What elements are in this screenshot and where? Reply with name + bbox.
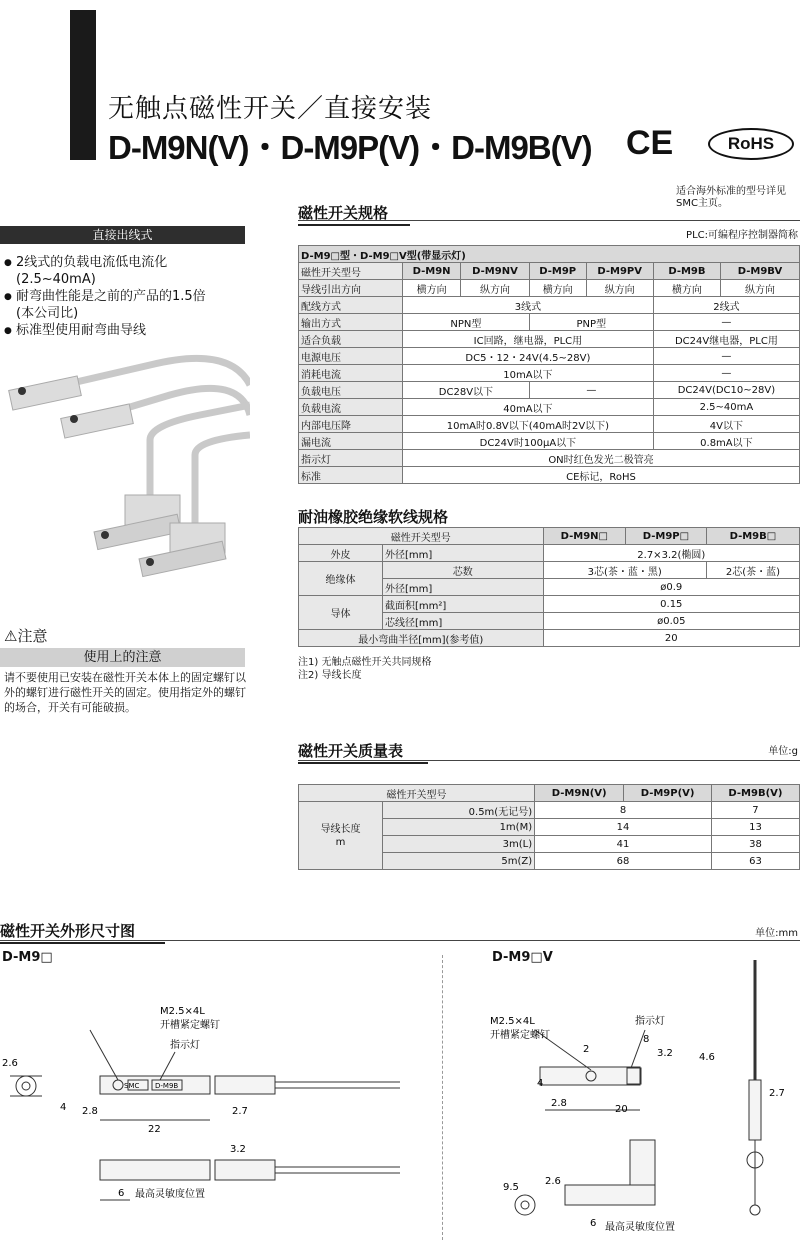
cell: — [653, 348, 799, 365]
mass-table [298, 784, 800, 870]
caution-bar: 使用上的注意 [0, 648, 245, 667]
model-title: D-M9N(V)・D-M9P(V)・D-M9B(V) [108, 129, 592, 166]
cell: DC28V以下 [403, 382, 530, 399]
row-label: 外径[mm] [383, 579, 544, 596]
cell: 横方向 [403, 280, 461, 297]
body-label: D-M9B [155, 1082, 179, 1090]
dimension-drawing-horizontal [0, 990, 440, 1240]
dim-label: 6 [590, 1218, 597, 1229]
row-label: 磁性开关型号 [299, 263, 403, 280]
note: 注2) 导线长度 [298, 670, 362, 681]
body-label: SMC [124, 1082, 140, 1090]
dim-label: 4 [60, 1102, 67, 1113]
cell: 纵方向 [461, 280, 530, 297]
cell: ø0.05 [543, 613, 799, 630]
row-label: 内部电压降 [299, 416, 403, 433]
product-photo [0, 345, 250, 605]
cell: DC5・12・24V(4.5~28V) [403, 348, 654, 365]
dim-label: 20 [615, 1104, 628, 1115]
cell: 7 [711, 802, 799, 819]
cell: IC回路，继电器，PLC用 [403, 331, 654, 348]
caution-text: 请不要使用已安装在磁性开关本体上的固定螺钉以外的螺钉进行磁性开关的固定。使用指定外的螺钉的场合，开关有可能破损。 [4, 671, 246, 714]
dims-unit: 单位:mm [755, 928, 798, 939]
cell: — [653, 365, 799, 382]
cable-table [298, 527, 800, 647]
model-col: D-M9N [403, 263, 461, 280]
cell: 0.15 [543, 596, 799, 613]
cell: DC24V时100μA以下 [403, 433, 654, 450]
row-label: 1m(M) [383, 819, 535, 836]
row-label: 磁性开关型号 [299, 528, 544, 545]
row-label: 芯数 [383, 562, 544, 579]
feature-item: ● 2线式的负载电流低电流化 (2.5~40mA) [4, 254, 206, 288]
dim-label: 2 [583, 1044, 590, 1055]
screw-label: M2.5×4L [160, 1006, 205, 1017]
cell: 横方向 [653, 280, 720, 297]
row-label: 导线引出方向 [299, 280, 403, 297]
row-label: 外径[mm] [383, 545, 544, 562]
model-col: D-M9B [653, 263, 720, 280]
dim-label: 4 [537, 1078, 544, 1089]
cell: NPN型 [403, 314, 530, 331]
left-model-label: D-M9□ [2, 950, 53, 965]
divider [442, 955, 443, 1240]
cable-notes [298, 656, 431, 682]
sens-label: 最高灵敏度位置 [135, 1189, 205, 1200]
model-col: D-M9P(V) [624, 785, 712, 802]
rohs-badge: RoHS [708, 128, 794, 160]
screw-desc: 开槽紧定螺钉 [160, 1020, 220, 1031]
row-label: 最小弯曲半径[mm](参考值) [299, 630, 544, 647]
spec-group: D-M9□型・D-M9□V型(带显示灯) [299, 246, 800, 263]
model-col: D-M9NV [461, 263, 530, 280]
cell: 3芯(茶・蓝・黑) [543, 562, 706, 579]
row-label: 导线长度 m [299, 802, 383, 870]
model-col: D-M9P□ [626, 528, 707, 545]
cell: 2.7×3.2(椭圆) [543, 545, 799, 562]
row-label: 配线方式 [299, 297, 403, 314]
sens-label: 最高灵敏度位置 [605, 1222, 675, 1233]
cable-heading: 耐油橡胶绝缘软线规格 [298, 508, 449, 526]
cell: 纵方向 [721, 280, 800, 297]
note: 注1) 无触点磁性开关共同规格 [298, 657, 432, 668]
cell: 纵方向 [586, 280, 653, 297]
row-label: 负载电压 [299, 382, 403, 399]
cell: 41 [535, 836, 712, 853]
row-label: 消耗电流 [299, 365, 403, 382]
dim-label: 2.8 [82, 1106, 98, 1117]
row-label: 3m(L) [383, 836, 535, 853]
row-label: 5m(Z) [383, 853, 535, 870]
row-label: 外皮 [299, 545, 383, 562]
feature-list [4, 254, 206, 339]
cell: DC24V(DC10~28V) [653, 382, 799, 399]
row-label: 绝缘体 [299, 562, 383, 596]
feature-item: ● 耐弯曲性能是之前的产品的1.5倍 (本公司比) [4, 288, 206, 322]
cell: 10mA以下 [403, 365, 654, 382]
row-label: 磁性开关型号 [299, 785, 535, 802]
screw-desc: 开槽紧定螺钉 [490, 1030, 550, 1041]
cell: 2.5~40mA [653, 399, 799, 416]
cell: 63 [711, 853, 799, 870]
cell: ø0.9 [543, 579, 799, 596]
model-col: D-M9PV [586, 263, 653, 280]
overseas-note: 适合海外标准的型号详见SMC主页。 [676, 186, 786, 209]
plc-note: PLC:可编程序控制器简称 [686, 230, 798, 241]
dims-heading: 磁性开关外形尺寸图 [0, 920, 165, 944]
right-model-label: D-M9□V [492, 950, 553, 965]
dim-label: 2.6 [545, 1176, 561, 1187]
row-label: 负载电流 [299, 399, 403, 416]
dim-label: 4.6 [699, 1052, 715, 1063]
dim-label: 2.7 [232, 1106, 248, 1117]
cell: 40mA以下 [403, 399, 654, 416]
row-label: 标准 [299, 467, 403, 484]
cell: 68 [535, 853, 712, 870]
row-label: 输出方式 [299, 314, 403, 331]
cell: 20 [543, 630, 799, 647]
model-col: D-M9P [529, 263, 586, 280]
cell: 横方向 [529, 280, 586, 297]
row-label: 导体 [299, 596, 383, 630]
cell: 10mA时0.8V以下(40mA时2V以下) [403, 416, 654, 433]
mass-heading: 磁性开关质量表 [298, 740, 428, 764]
row-label: 电源电压 [299, 348, 403, 365]
cell: PNP型 [529, 314, 653, 331]
cell: 38 [711, 836, 799, 853]
spec-heading: 磁性开关规格 [298, 202, 410, 226]
dim-label: 2.7 [769, 1088, 785, 1099]
cell: 14 [535, 819, 712, 836]
row-label: 0.5m(无记号) [383, 802, 535, 819]
row-label: 截面积[mm²] [383, 596, 544, 613]
model-col: D-M9B□ [706, 528, 799, 545]
mass-unit: 单位:g [768, 746, 798, 757]
led-label: 指示灯 [170, 1040, 200, 1051]
ce-mark: CE [626, 124, 674, 162]
dim-label: 9.5 [503, 1182, 519, 1193]
cell: 2线式 [653, 297, 799, 314]
cell: DC24V继电器，PLC用 [653, 331, 799, 348]
row-label: 指示灯 [299, 450, 403, 467]
cell: ON时红色发光二极管亮 [403, 450, 800, 467]
row-label: 漏电流 [299, 433, 403, 450]
dim-label: 8 [643, 1034, 650, 1045]
dim-label: 2.6 [2, 1058, 18, 1069]
caution-heading: ⚠注意 [4, 627, 48, 645]
dimension-drawing-vertical [445, 960, 800, 1244]
dim-label: 3.2 [230, 1144, 246, 1155]
row-label: 适合负载 [299, 331, 403, 348]
spec-table [298, 245, 800, 484]
feature-item: ● 标准型使用耐弯曲导线 [4, 322, 206, 339]
cell: 2芯(茶・蓝) [706, 562, 799, 579]
dim-label: 2.8 [551, 1098, 567, 1109]
model-col: D-M9BV [721, 263, 800, 280]
cell: 13 [711, 819, 799, 836]
cell: 8 [535, 802, 712, 819]
dim-label: 6 [118, 1188, 125, 1199]
cell: 0.8mA以下 [653, 433, 799, 450]
page-title: 无触点磁性开关／直接安装 [108, 94, 433, 124]
cell: — [653, 314, 799, 331]
screw-label: M2.5×4L [490, 1016, 535, 1027]
model-col: D-M9B(V) [711, 785, 799, 802]
feature-bar: 直接出线式 [0, 226, 245, 244]
cell: 3线式 [403, 297, 654, 314]
row-label: 芯线径[mm] [383, 613, 544, 630]
cell: 4V以下 [653, 416, 799, 433]
cell: CE标记，RoHS [403, 467, 800, 484]
model-col: D-M9N(V) [535, 785, 624, 802]
dim-label: 3.2 [657, 1048, 673, 1059]
title-accent-bar [70, 10, 96, 160]
led-label: 指示灯 [635, 1016, 665, 1027]
dim-label: 22 [148, 1124, 161, 1135]
cell: — [529, 382, 653, 399]
model-col: D-M9N□ [543, 528, 625, 545]
